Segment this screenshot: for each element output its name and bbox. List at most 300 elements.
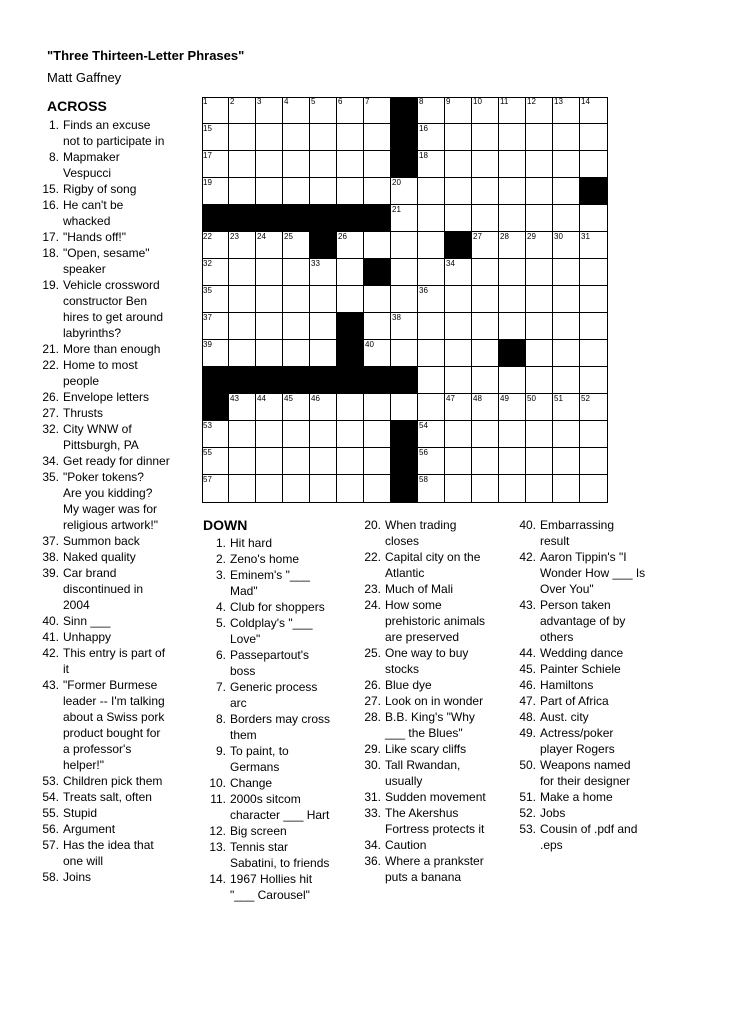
grid-cell[interactable] [391,313,418,340]
grid-cell[interactable] [580,421,608,448]
clue-line [33,181,198,197]
clue-line [510,565,660,581]
grid-cell[interactable] [499,178,526,205]
clue-text: Blue dye [385,678,432,692]
grid-cell[interactable] [337,448,364,475]
grid-cell[interactable] [553,448,580,475]
cell-number: 8 [419,97,424,106]
grid-cell[interactable] [553,178,580,205]
grid-cell[interactable] [391,259,418,286]
grid-cell[interactable] [337,394,364,421]
clue-line [33,421,198,437]
grid-cell[interactable] [418,394,445,421]
grid-cell[interactable] [580,367,608,394]
grid-cell[interactable] [418,421,445,448]
grid-cell[interactable] [229,394,256,421]
grid-cell[interactable] [283,475,310,503]
clue-line [355,549,505,565]
grid-cell[interactable] [553,475,580,503]
grid-cell[interactable] [472,151,499,178]
clue-number: 16. [42,198,59,212]
grid-cell[interactable] [202,340,229,367]
crossword-grid [202,97,608,503]
grid-cell[interactable] [364,178,391,205]
grid-cell[interactable] [283,286,310,313]
grid-cell[interactable] [553,286,580,313]
grid-cell[interactable] [580,151,608,178]
grid-cell[interactable] [310,259,337,286]
grid-cell[interactable] [229,124,256,151]
grid-cell[interactable] [256,151,283,178]
grid-block [337,367,364,394]
clue-text: Sinn ___ [63,614,111,628]
clue-number [510,741,540,757]
grid-cell[interactable] [526,340,553,367]
clue-text: whacked [63,214,111,228]
grid-cell[interactable] [553,232,580,259]
clue-text: Tennis star [230,840,289,854]
grid-cell[interactable] [418,124,445,151]
grid-cell[interactable] [553,124,580,151]
clue-text: Vespucci [63,166,112,180]
clue-text: Are you kidding? [63,486,153,500]
clue-text: Over You" [540,582,594,596]
grid-cell[interactable] [310,394,337,421]
clue-line [355,789,505,805]
clue-line [200,807,350,823]
grid-cell[interactable] [364,340,391,367]
grid-cell[interactable] [445,97,472,124]
grid-cell[interactable] [202,421,229,448]
grid-cell[interactable] [499,475,526,503]
grid-cell[interactable] [364,475,391,503]
clue-number: 17. [42,230,59,244]
grid-cell[interactable] [445,205,472,232]
grid-cell[interactable] [337,475,364,503]
clue-text: "Hands off!" [63,230,126,244]
grid-cell[interactable] [364,448,391,475]
grid-cell[interactable] [310,340,337,367]
grid-cell[interactable] [418,151,445,178]
grid-cell[interactable] [283,313,310,340]
grid-cell[interactable] [526,205,553,232]
grid-block [445,232,472,259]
grid-cell[interactable] [418,205,445,232]
grid-cell[interactable] [526,313,553,340]
clue-number [33,293,63,309]
grid-cell[interactable] [499,313,526,340]
clue-line [33,533,198,549]
grid-cell[interactable] [337,259,364,286]
grid-cell[interactable] [310,151,337,178]
grid-cell[interactable] [499,367,526,394]
grid-cell[interactable] [445,259,472,286]
clue-line [510,661,660,677]
grid-cell[interactable] [526,232,553,259]
grid-cell[interactable] [553,367,580,394]
grid-cell[interactable] [229,178,256,205]
grid-cell[interactable] [256,259,283,286]
grid-cell[interactable] [526,394,553,421]
grid-cell[interactable] [202,151,229,178]
clue-line [200,743,350,759]
clue-text: Argument [63,822,116,836]
grid-cell[interactable] [499,151,526,178]
grid-cell[interactable] [580,232,608,259]
grid-cell[interactable] [526,151,553,178]
grid-cell[interactable] [283,151,310,178]
grid-block [337,340,364,367]
grid-cell[interactable] [472,205,499,232]
clue-number [510,565,540,581]
clue-number: 42. [42,646,59,660]
clue-text: stocks [385,662,420,676]
grid-cell[interactable] [445,124,472,151]
grid-cell[interactable] [337,97,364,124]
cell-number: 54 [419,421,428,430]
grid-cell[interactable] [256,124,283,151]
clue-number: 34. [42,454,59,468]
clue-line [33,757,198,773]
grid-cell[interactable] [310,178,337,205]
grid-cell[interactable] [391,340,418,367]
grid-cell[interactable] [580,394,608,421]
grid-cell[interactable] [472,124,499,151]
grid-cell[interactable] [445,421,472,448]
grid-cell[interactable] [391,232,418,259]
grid-cell[interactable] [445,394,472,421]
grid-cell[interactable] [526,475,553,503]
clue-line [33,517,198,533]
grid-cell[interactable] [499,421,526,448]
clue-line [355,757,505,773]
grid-cell[interactable] [202,124,229,151]
grid-cell[interactable] [310,448,337,475]
grid-block [391,448,418,475]
grid-cell[interactable] [418,178,445,205]
grid-cell[interactable] [580,97,608,124]
grid-cell[interactable] [337,421,364,448]
grid-cell[interactable] [472,286,499,313]
grid-cell[interactable] [256,394,283,421]
grid-cell[interactable] [202,448,229,475]
grid-cell[interactable] [283,394,310,421]
grid-cell[interactable] [337,286,364,313]
grid-cell[interactable] [526,286,553,313]
grid-cell[interactable] [202,232,229,259]
grid-cell[interactable] [283,124,310,151]
clue-number: 43. [519,598,536,612]
clue-text: hires to get around [63,310,164,324]
grid-cell[interactable] [364,394,391,421]
cell-number: 52 [581,394,590,403]
grid-cell[interactable] [580,205,608,232]
clue-text: One way to buy [385,646,469,660]
grid-cell[interactable] [418,313,445,340]
clue-line [510,709,660,725]
grid-cell[interactable] [580,124,608,151]
clue-line [33,645,198,661]
clue-text: about a Swiss pork [63,710,165,724]
grid-cell[interactable] [445,367,472,394]
grid-cell[interactable] [472,313,499,340]
grid-cell[interactable] [283,448,310,475]
clue-line [355,837,505,853]
clue-number [33,581,63,597]
clue-text: boss [230,664,256,678]
grid-cell[interactable] [418,259,445,286]
grid-cell[interactable] [445,151,472,178]
grid-cell[interactable] [229,340,256,367]
clue-text: Generic process [230,680,318,694]
grid-cell[interactable] [499,232,526,259]
clue-text: constructor Ben [63,294,148,308]
grid-cell[interactable] [445,178,472,205]
grid-cell[interactable] [256,340,283,367]
grid-cell[interactable] [229,286,256,313]
cell-number: 58 [419,475,428,484]
clue-number [355,613,385,629]
clue-number: 24. [364,598,381,612]
clue-number: 40. [42,614,59,628]
grid-cell[interactable] [472,232,499,259]
clue-line [355,597,505,613]
grid-cell[interactable] [229,313,256,340]
cell-number: 37 [203,313,212,322]
grid-cell[interactable] [202,475,229,503]
grid-cell[interactable] [256,475,283,503]
grid-cell[interactable] [229,259,256,286]
grid-cell[interactable] [229,448,256,475]
grid-cell[interactable] [553,205,580,232]
grid-cell[interactable] [526,367,553,394]
grid-cell[interactable] [553,394,580,421]
clue-line [355,805,505,821]
clue-text: More than enough [63,342,161,356]
grid-cell[interactable] [499,259,526,286]
grid-cell[interactable] [499,124,526,151]
grid-cell[interactable] [499,448,526,475]
clue-text: Borders may cross [230,712,331,726]
clue-text: Coldplay's "___ [230,616,313,630]
grid-cell[interactable] [580,448,608,475]
cell-number: 13 [554,97,563,106]
grid-cell[interactable] [472,97,499,124]
grid-cell[interactable] [256,178,283,205]
grid-cell[interactable] [310,286,337,313]
clue-number [510,613,540,629]
grid-cell[interactable] [472,475,499,503]
clue-number [33,373,63,389]
clue-text: religious artwork!" [63,518,158,532]
grid-cell[interactable] [580,313,608,340]
clue-line [355,709,505,725]
grid-cell[interactable] [337,151,364,178]
clue-text: product bought for [63,726,161,740]
grid-cell[interactable] [472,421,499,448]
puzzle-title: "Three Thirteen-Letter Phrases" [47,48,245,63]
grid-cell[interactable] [256,448,283,475]
grid-cell[interactable] [553,97,580,124]
grid-cell[interactable] [580,340,608,367]
grid-cell[interactable] [391,205,418,232]
clue-text: Sudden movement [385,790,486,804]
grid-cell[interactable] [391,394,418,421]
grid-cell[interactable] [337,124,364,151]
grid-cell[interactable] [310,313,337,340]
grid-cell[interactable] [526,421,553,448]
clue-text: Mad" [230,584,258,598]
clue-number: 42. [519,550,536,564]
grid-cell[interactable] [364,232,391,259]
grid-cell[interactable] [499,286,526,313]
grid-cell[interactable] [553,313,580,340]
grid-cell[interactable] [283,421,310,448]
clue-number: 1. [215,536,226,550]
clue-number: 31. [364,790,381,804]
grid-cell[interactable] [472,367,499,394]
grid-cell[interactable] [472,340,499,367]
grid-cell[interactable] [337,232,364,259]
grid-cell[interactable] [364,313,391,340]
grid-cell[interactable] [418,340,445,367]
grid-cell[interactable] [256,232,283,259]
clue-text: How some [385,598,442,612]
grid-cell[interactable] [229,475,256,503]
grid-cell[interactable] [445,286,472,313]
grid-cell[interactable] [391,178,418,205]
grid-cell[interactable] [364,286,391,313]
grid-cell[interactable] [283,232,310,259]
clue-line [33,117,198,133]
grid-cell[interactable] [499,97,526,124]
grid-cell[interactable] [418,286,445,313]
clue-number: 37. [42,534,59,548]
clue-line [33,261,198,277]
grid-cell[interactable] [418,448,445,475]
grid-cell[interactable] [526,259,553,286]
clue-line [33,869,198,885]
grid-cell[interactable] [418,475,445,503]
grid-cell[interactable] [256,286,283,313]
grid-cell[interactable] [364,421,391,448]
clue-number: 26. [364,678,381,692]
clue-line [200,535,350,551]
cell-number: 15 [203,124,212,133]
grid-cell[interactable] [445,340,472,367]
grid-cell[interactable] [229,97,256,124]
cell-number: 11 [500,97,509,106]
clue-line [33,677,198,693]
grid-cell[interactable] [364,151,391,178]
grid-cell[interactable] [256,313,283,340]
grid-cell[interactable] [499,205,526,232]
grid-cell[interactable] [256,421,283,448]
grid-cell[interactable] [418,97,445,124]
grid-cell[interactable] [283,259,310,286]
grid-cell[interactable] [310,97,337,124]
clue-text: Children pick them [63,774,163,788]
grid-cell[interactable] [364,97,391,124]
grid-cell[interactable] [580,475,608,503]
clue-text: "Open, sesame" [63,246,150,260]
clue-number [200,631,230,647]
grid-cell[interactable] [418,232,445,259]
grid-cell[interactable] [580,259,608,286]
clue-number [33,437,63,453]
clue-number: 1. [48,118,59,132]
grid-cell[interactable] [580,286,608,313]
cell-number: 7 [365,97,370,106]
grid-cell[interactable] [553,151,580,178]
grid-cell[interactable] [337,178,364,205]
clue-number: 33. [364,806,381,820]
grid-cell[interactable] [229,151,256,178]
grid-cell[interactable] [526,124,553,151]
grid-cell[interactable] [526,178,553,205]
grid-cell[interactable] [202,259,229,286]
grid-cell[interactable] [229,232,256,259]
grid-cell[interactable] [526,97,553,124]
grid-cell[interactable] [472,259,499,286]
grid-cell[interactable] [202,178,229,205]
grid-cell[interactable] [310,475,337,503]
grid-cell[interactable] [391,286,418,313]
grid-cell[interactable] [553,259,580,286]
grid-cell[interactable] [364,124,391,151]
grid-cell[interactable] [526,448,553,475]
grid-cell[interactable] [283,97,310,124]
grid-cell[interactable] [472,394,499,421]
grid-cell[interactable] [445,475,472,503]
clue-line [33,293,198,309]
grid-cell[interactable] [256,97,283,124]
clue-text: Painter Schiele [540,662,621,676]
grid-cell[interactable] [445,313,472,340]
clue-text: Person taken [540,598,611,612]
cell-number: 45 [284,394,293,403]
grid-cell[interactable] [202,97,229,124]
clue-line [200,727,350,743]
grid-cell[interactable] [553,421,580,448]
down-clue-list-col2 [355,517,505,885]
grid-cell[interactable] [418,367,445,394]
grid-cell[interactable] [202,286,229,313]
grid-cell[interactable] [283,178,310,205]
clue-number: 6. [215,648,226,662]
grid-cell[interactable] [472,448,499,475]
clue-number [33,165,63,181]
clue-number: 18. [42,246,59,260]
grid-cell[interactable] [472,178,499,205]
clue-number: 57. [42,838,59,852]
grid-block [283,367,310,394]
clue-text: Cousin of .pdf and [540,822,638,836]
grid-cell[interactable] [499,394,526,421]
clue-number: 8. [48,150,59,164]
grid-cell[interactable] [202,313,229,340]
clue-line [33,213,198,229]
grid-cell[interactable] [553,340,580,367]
grid-cell[interactable] [229,421,256,448]
grid-cell[interactable] [445,448,472,475]
grid-block [391,97,418,124]
clue-text: Actress/poker [540,726,614,740]
grid-cell[interactable] [283,340,310,367]
clue-text: Atlantic [385,566,425,580]
grid-cell[interactable] [310,421,337,448]
grid-cell[interactable] [310,124,337,151]
